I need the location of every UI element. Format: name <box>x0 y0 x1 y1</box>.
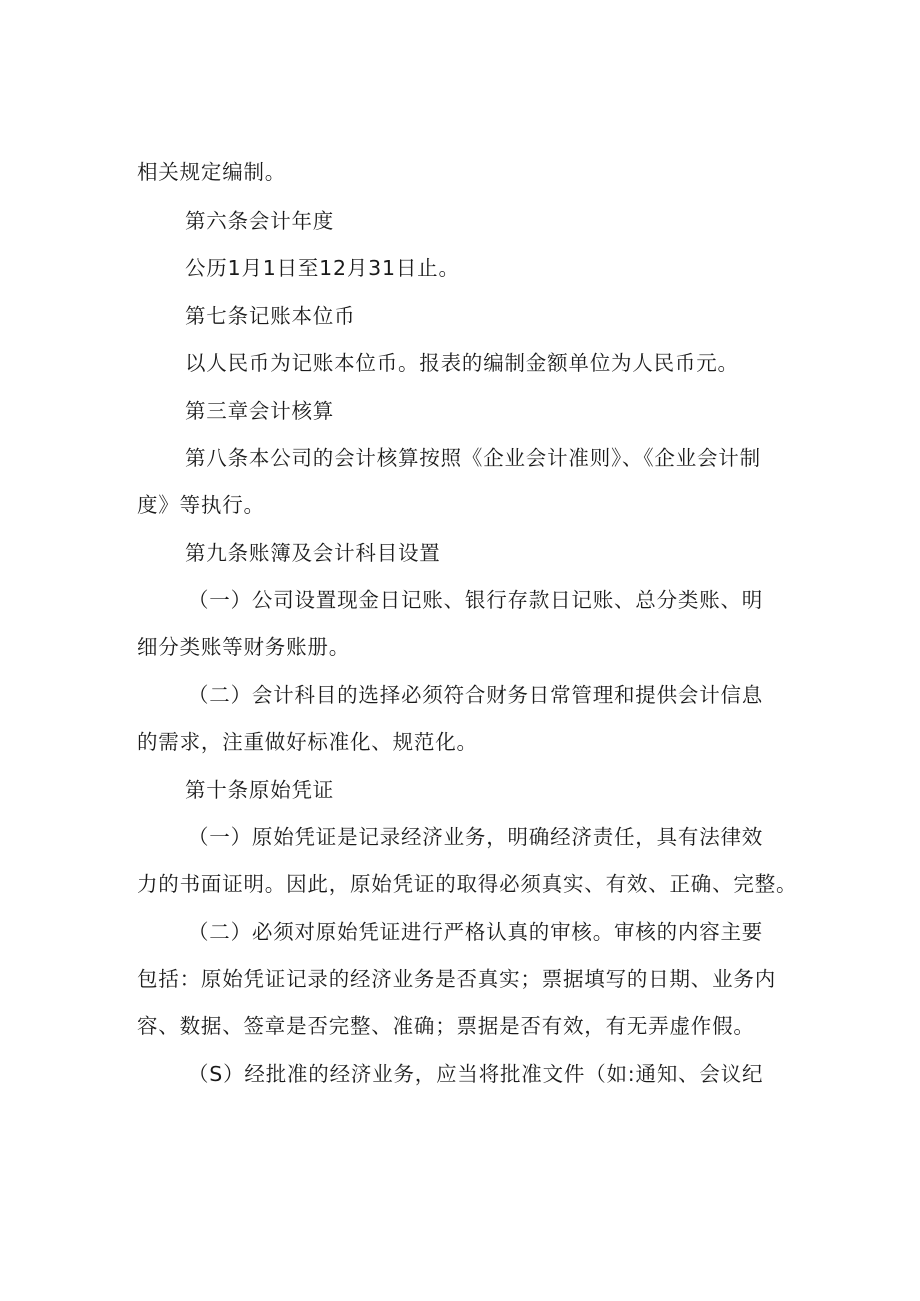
paragraph-line: （二）会计科目的选择必须符合财务日常管理和提供会计信息 <box>188 683 764 707</box>
paragraph-line: （一）公司设置现金日记账、银行存款日记账、总分类账、明 <box>188 588 764 612</box>
paragraph-line: （S）经批准的经济业务，应当将批准文件（如:通知、会议纪 <box>188 1062 764 1086</box>
paragraph-line: 相关规定编制。 <box>137 160 287 184</box>
paragraph-line: （二）必须对原始凭证进行严格认真的审核。审核的内容主要 <box>188 920 764 944</box>
section-heading: 第十条原始凭证 <box>185 778 335 802</box>
paragraph-line: 以人民币为记账本位币。报表的编制金额单位为人民币元。 <box>185 351 739 375</box>
section-heading: 第九条账簿及会计科目设置 <box>185 541 441 565</box>
chapter-heading: 第三章会计核算 <box>185 399 335 423</box>
section-heading: 第七条记账本位币 <box>185 304 356 328</box>
section-heading: 第六条会计年度 <box>185 209 335 233</box>
paragraph-line: 的需求，注重做好标准化、规范化。 <box>137 730 478 754</box>
paragraph-line: 力的书面证明。因此，原始凭证的取得必须真实、有效、正确、完整。 <box>137 872 798 896</box>
paragraph-line: 包括：原始凭证记录的经济业务是否真实；票据填写的日期、业务内 <box>137 967 776 991</box>
paragraph-line: 细分类账等财务账册。 <box>137 635 350 659</box>
paragraph-line: 度》等执行。 <box>137 493 265 517</box>
paragraph-line: （一）原始凭证是记录经济业务，明确经济责任，具有法律效 <box>188 825 764 849</box>
paragraph-line: 第八条本公司的会计核算按照《企业会计准则》、《企业会计制 <box>185 446 761 470</box>
paragraph-line: 公历1月1日至12月31日止。 <box>185 256 460 280</box>
paragraph-line: 容、数据、签章是否完整、准确；票据是否有效，有无弄虚作假。 <box>137 1014 755 1038</box>
